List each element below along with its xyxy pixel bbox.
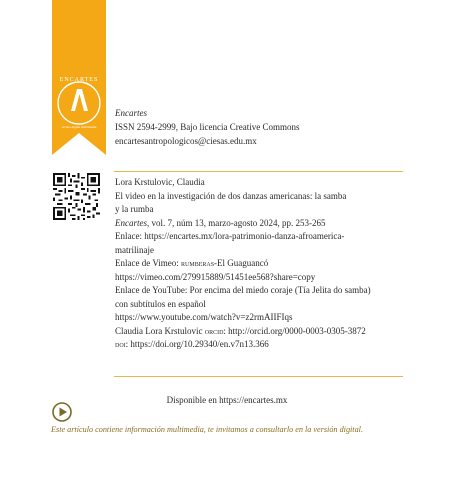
encartes-logo — [52, 0, 106, 155]
bottom-divider — [114, 376, 403, 377]
contact-email[interactable]: encartesantropologicos@ciesas.edu.mx — [115, 136, 257, 146]
top-divider — [114, 171, 403, 172]
youtube-label-line2: con subtítulos en español — [115, 298, 206, 309]
author: Lora Krstulovic, Claudia — [115, 177, 205, 187]
svg-text:ENCARTES: ENCARTES — [59, 77, 99, 83]
orcid-line[interactable] — [115, 325, 407, 339]
vimeo-suffix: -El Guaguancó — [214, 258, 269, 268]
doi-label: doi — [115, 339, 126, 349]
vimeo-link[interactable]: https://vimeo.com/279915889/51451ee568?share=copy — [115, 271, 316, 282]
orcid-label: orcid — [204, 325, 224, 336]
play-icon[interactable] — [52, 402, 72, 422]
orcid-url: : http://orcid.org/0000-0003-0305-3872 — [223, 325, 366, 336]
vimeo-label — [115, 257, 407, 271]
multimedia-notice: Este artículo contiene información multimedia, te invitamos a consultarlo en la versión digital. — [51, 425, 363, 434]
issn-line — [115, 120, 415, 134]
article-title-line2: y la rumba — [115, 204, 154, 214]
qr-code-icon — [51, 173, 102, 220]
vimeo-title-sc: rumberas — [181, 258, 215, 268]
youtube-link[interactable]: https://www.youtube.com/watch?v=z2rmAIIFIqs — [115, 312, 293, 322]
article-link-line2[interactable]: matrilinaje — [115, 244, 154, 255]
article-link-line1[interactable]: Enlace: https://encartes.mx/lora-patrimonio-danza-afroamerica- — [115, 231, 345, 241]
journal-name: Encartes — [115, 108, 147, 118]
citation-block — [115, 176, 407, 352]
svg-text:revista digital multimedia: revista digital multimedia — [61, 125, 97, 129]
youtube-label-line1: Enlace de YouTube: Por encima del miedo coraje (Tía Jelita do samba) — [115, 285, 371, 295]
article-title-line1: El video en la investigación de dos danzas americanas: la samba — [115, 190, 347, 201]
doi-url: : https://doi.org/10.29340/en.v7n13.366 — [125, 339, 269, 349]
journal-header — [115, 106, 415, 148]
vimeo-prefix: Enlace de Vimeo: — [115, 258, 182, 268]
issn-label: ISSN — [115, 122, 135, 132]
volume-info — [115, 217, 407, 231]
issn-text: 2594-2999, Bajo licencia Creative Commons — [134, 122, 300, 132]
citation-volume: , vol. 7, núm 13, marzo-agosto 2024, pp. 253-265 — [147, 217, 326, 228]
citation-journal: Encartes — [115, 217, 147, 228]
doi-line[interactable] — [115, 338, 407, 352]
orcid-prefix: Claudia Lora Krstulovic — [115, 325, 205, 336]
available-at[interactable]: Disponible en https://encartes.mx — [166, 395, 288, 405]
